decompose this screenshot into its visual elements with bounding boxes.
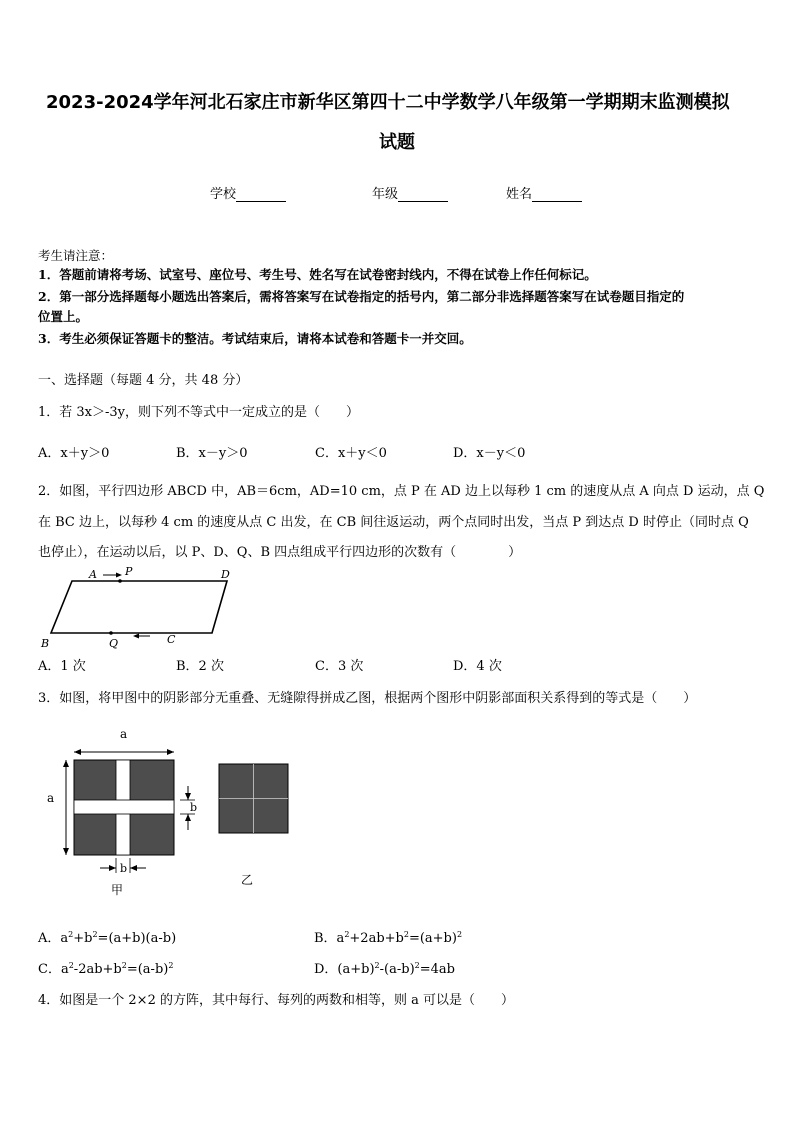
q3-b-sup3: 2 [456, 930, 463, 939]
dim-top-right-arrow [167, 749, 174, 755]
school-blank[interactable] [236, 187, 286, 202]
dim-b-right-upper-arrow [185, 793, 191, 800]
name-field[interactable] [506, 183, 582, 202]
q3-d-part1: D．(a+b) [314, 962, 375, 977]
q2-option-b[interactable]: B．2 次 [176, 659, 224, 674]
label-b-right: b [190, 801, 198, 814]
q3-d-sup1: 2 [374, 961, 380, 970]
q2-stem-line2: 在 BC 边上，以每秒 4 cm 的速度从点 C 出发，在 CB 间往返运动，两个点同时出发，当点 P 到达点 D 时停止（同时点 Q [38, 515, 749, 530]
q3-option-b[interactable] [314, 927, 462, 946]
q2-stem-line1: 2．如图，平行四边形 ABCD 中，AB＝6cm，AD=10 cm，点 P 在 AD 边上以每秒 1 cm 的速度从点 A 向点 D 运动，点 Q [38, 484, 765, 499]
label-d: D [221, 568, 230, 581]
label-b-bottom: b [120, 862, 128, 875]
label-yi: 乙 [241, 873, 254, 887]
q3-c-part2: -2ab+b [73, 962, 122, 977]
section-heading: 一、选择题（每题 4 分，共 48 分） [38, 373, 249, 388]
q4-stem: 4．如图是一个 2×2 的方阵，其中每行、每列的两数和相等，则 a 可以是（ ） [38, 993, 514, 1008]
label-a-left: a [47, 791, 55, 805]
q3-b-part3: =(a+b) [408, 931, 457, 946]
grade-field[interactable] [372, 183, 448, 202]
dim-b-bottom-right-arrow [130, 865, 137, 871]
arrow-q-head [133, 634, 139, 639]
label-jia: 甲 [111, 883, 124, 897]
q2-stem-line3: 也停止），在运动以后，以 P、D、Q、B 四点组成平行四边形的次数有（ ） [38, 545, 522, 560]
q3-c-sup2: 2 [121, 961, 127, 970]
point-p [118, 579, 122, 583]
dim-b-bottom-left-arrow [109, 865, 116, 871]
q1-option-d[interactable]: D．x－y＜0 [453, 446, 526, 461]
school-label: 学校 [210, 187, 237, 202]
label-c: C [167, 633, 176, 646]
q2-option-d[interactable]: D．4 次 [453, 659, 502, 674]
q3-option-a[interactable] [38, 927, 176, 946]
q1-option-a[interactable]: A．x＋y＞0 [38, 446, 110, 461]
q3-b-part1: B．a [314, 931, 345, 946]
q3-c-sup3: 2 [168, 961, 174, 970]
q3-b-sup2: 2 [403, 930, 409, 939]
q3-a-part3: =(a+b)(a-b) [97, 931, 177, 946]
q3-option-d[interactable] [314, 958, 455, 977]
q3-b-sup1: 2 [344, 930, 350, 939]
name-label: 姓名 [506, 187, 533, 202]
q3-b-part2: +2ab+b [349, 931, 404, 946]
parallelogram-abcd [51, 581, 227, 633]
squares-figure [40, 720, 310, 910]
q3-c-sup1: 2 [68, 961, 74, 970]
label-a: A [89, 568, 97, 581]
notice-item-1: 1．答题前请将考场、试室号、座位号、考生号、姓名写在试卷密封线内，不得在试卷上作任何标记。 [38, 267, 597, 282]
label-a-top: a [120, 727, 128, 741]
q3-c-part3: =(a-b) [126, 962, 169, 977]
grade-blank[interactable] [398, 187, 448, 202]
q3-option-c[interactable] [38, 958, 173, 977]
q3-d-part2: -(a-b) [379, 962, 415, 977]
dim-left-top-arrow [63, 760, 69, 767]
q1-stem: 1．若 3x＞-3y，则下列不等式中一定成立的是（ ） [38, 405, 360, 420]
q3-a-sup1: 2 [68, 930, 74, 939]
arrow-p-head [116, 573, 122, 578]
label-b: B [41, 637, 50, 650]
grade-label: 年级 [372, 187, 399, 202]
q1-option-c[interactable]: C．x＋y＜0 [315, 446, 387, 461]
q3-stem: 3．如图，将甲图中的阴影部分无重叠、无缝隙得拼成乙图，根据两个图形中阴影部面积关系得到的等式是（ ） [38, 691, 697, 706]
q3-c-part1: C．a [38, 962, 69, 977]
dim-top-left-arrow [74, 749, 81, 755]
q1-option-b[interactable]: B．x－y＞0 [176, 446, 248, 461]
name-blank[interactable] [532, 187, 582, 202]
q2-option-c[interactable]: C．3 次 [315, 659, 364, 674]
notice-item-2-cont: 位置上。 [38, 309, 89, 324]
q3-a-part2: +b [73, 931, 93, 946]
dim-left-bottom-arrow [63, 848, 69, 855]
notice-item-3: 3．考生必须保证答题卡的整洁。考试结束后，请将本试卷和答题卡一并交回。 [38, 331, 472, 346]
parallelogram-figure [36, 563, 246, 651]
q2-option-a[interactable]: A．1 次 [38, 659, 86, 674]
horizontal-strip [74, 800, 174, 814]
q3-d-sup2: 2 [414, 961, 420, 970]
label-q: Q [109, 637, 119, 650]
page-title-line1: 2023-2024学年河北石家庄市新华区第四十二中学数学八年级第一学期期末监测模拟 [46, 92, 730, 113]
label-p: P [125, 565, 133, 578]
point-q [109, 631, 113, 635]
q3-a-part1: A．a [38, 931, 69, 946]
notice-item-2: 2．第一部分选择题每小题选出答案后，需将答案写在试卷指定的括号内，第二部分非选择题答案写在试卷题目指定的 [38, 289, 685, 304]
q3-a-sup2: 2 [92, 930, 98, 939]
dim-b-right-lower-arrow [185, 814, 191, 821]
school-field[interactable] [210, 183, 286, 202]
notice-heading: 考生请注意： [38, 248, 114, 263]
page-title-line2: 试题 [379, 132, 415, 153]
q3-d-part3: =4ab [419, 962, 455, 977]
